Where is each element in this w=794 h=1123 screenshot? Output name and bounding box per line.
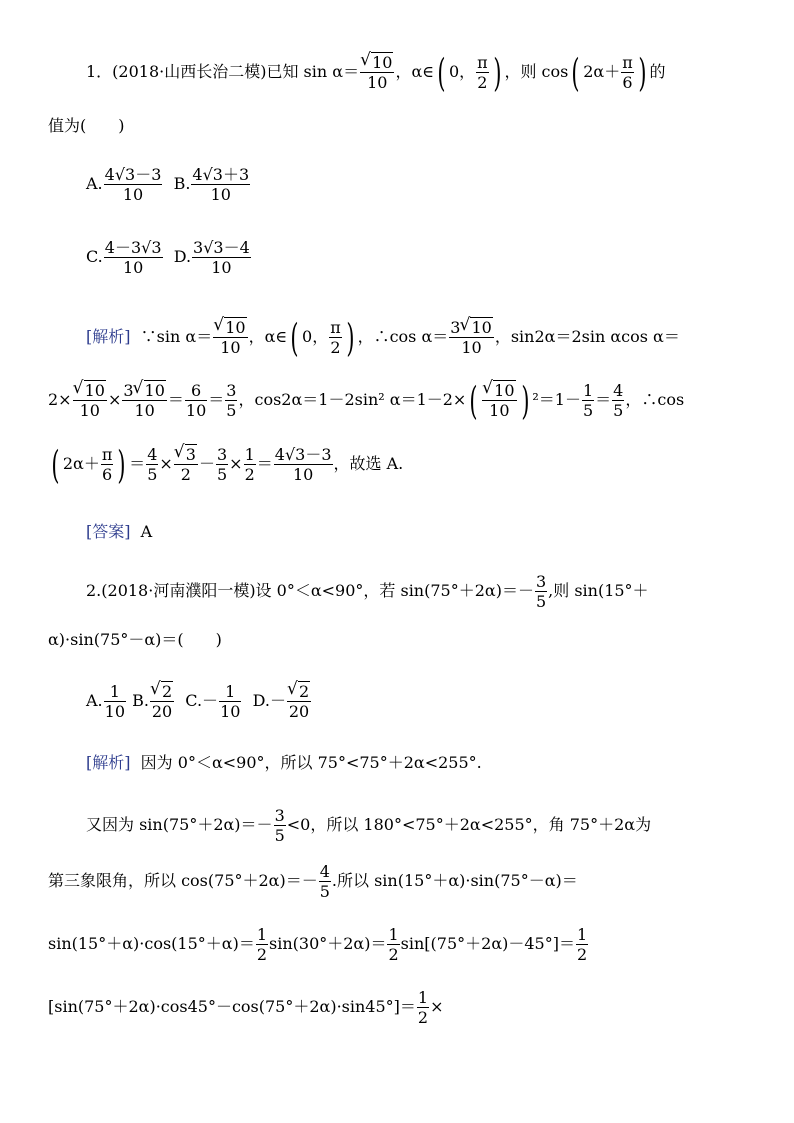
q2-solution-line4: sin(15°＋α)·cos(15°＋α)＝ $\frac{1}{2}$ sin(30°＋2α)＝ $\frac{1}{2}$ sin[(75°＋2α)－45°]＝ $\frac{1}{2}$: [48, 925, 588, 964]
q1-solution-line1: [解析] ∵sin α＝ √ $\frac{10}{10}$ ，α∈( 0， $\frac{\pi}{2}$ ) ，∴cos α＝ $\frac{3√ 10}{10}$ ，sin2α＝2sin αcos α＝: [86, 318, 680, 357]
q2-stem-line1: 2.(2018·河南濮阳一模)设 0°＜α<90°，若 sin(75°＋2α)＝－ $\frac{3}{5}$ ,则 sin(15°＋: [86, 572, 649, 611]
q1-options-cd: C. $\frac{4-3√3}{10}$ D. $\frac{3√3-4}{10}$: [86, 238, 250, 277]
answer-label: [答案]: [86, 522, 131, 541]
analysis-label: [解析]: [86, 753, 131, 772]
q1-options-ab: A. $\frac{4√3-3}{10}$ B. $\frac{4√3+3}{10}$: [86, 165, 250, 204]
fraction: √ $\frac{10}{10}$: [360, 53, 394, 92]
q2-options: A. $\frac{1}{10}$ B. √ $\frac{2}{20}$ C.－ $\frac{1}{10}$ D.－ √ $\frac{2}{20}$: [86, 682, 312, 721]
q1-solution-line2: 2× √ $\frac{10}{10}$ × $\frac{3√ 10}{10}$ ＝ $\frac{6}{10}$ ＝ $\frac{3}{5}$ ，cos2α＝1－2sin² α＝1－2×( √ $\frac{10}{10}$ ) ²＝1－ $\frac{1}{5}$ ＝ $\frac{4}{5}$ ，∴cos: [48, 381, 684, 420]
q1-stem-line1: 1．(2018·山西长治二模)已知 sin α＝ √ $\frac{10}{10}$ ，α∈( 0， $\frac{\pi}{2}$ ) ，则 cos( 2α＋ $\frac{\pi}{6}$ ) 的: [86, 53, 666, 92]
q2-solution-line1: [解析] 因为 0°＜α<90°，所以 75°<75°＋2α<255°.: [86, 753, 482, 772]
q2-solution-line3: 第三象限角，所以 cos(75°＋2α)＝－ $\frac{4}{5}$ .所以 sin(15°＋α)·sin(75°－α)＝: [48, 862, 578, 901]
q2-solution-line5: [sin(75°＋2α)·cos45°－cos(75°＋2α)·sin45°]＝ $\frac{1}{2}$ ×: [48, 988, 444, 1027]
q2-solution-line2: 又因为 sin(75°＋2α)＝－ $\frac{3}{5}$ <0，所以 180°<75°＋2α<255°，角 75°＋2α为: [86, 806, 652, 845]
q1-stem-line2: 值为( ): [48, 116, 125, 135]
q2-stem-line2: α)·sin(75°－α)＝( ): [48, 630, 222, 649]
q1-solution-line3: ( 2α＋ $\frac{\pi}{6}$ ) ＝ $\frac{4}{5}$ × √ $\frac{3}{2}$ － $\frac{3}{5}$ × $\frac{1}{2}$ ＝ $\frac{4√3-3}{10}$ ，故选 A.: [48, 445, 403, 484]
q1-answer: [答案] A: [86, 522, 153, 541]
analysis-label: [解析]: [86, 327, 131, 346]
